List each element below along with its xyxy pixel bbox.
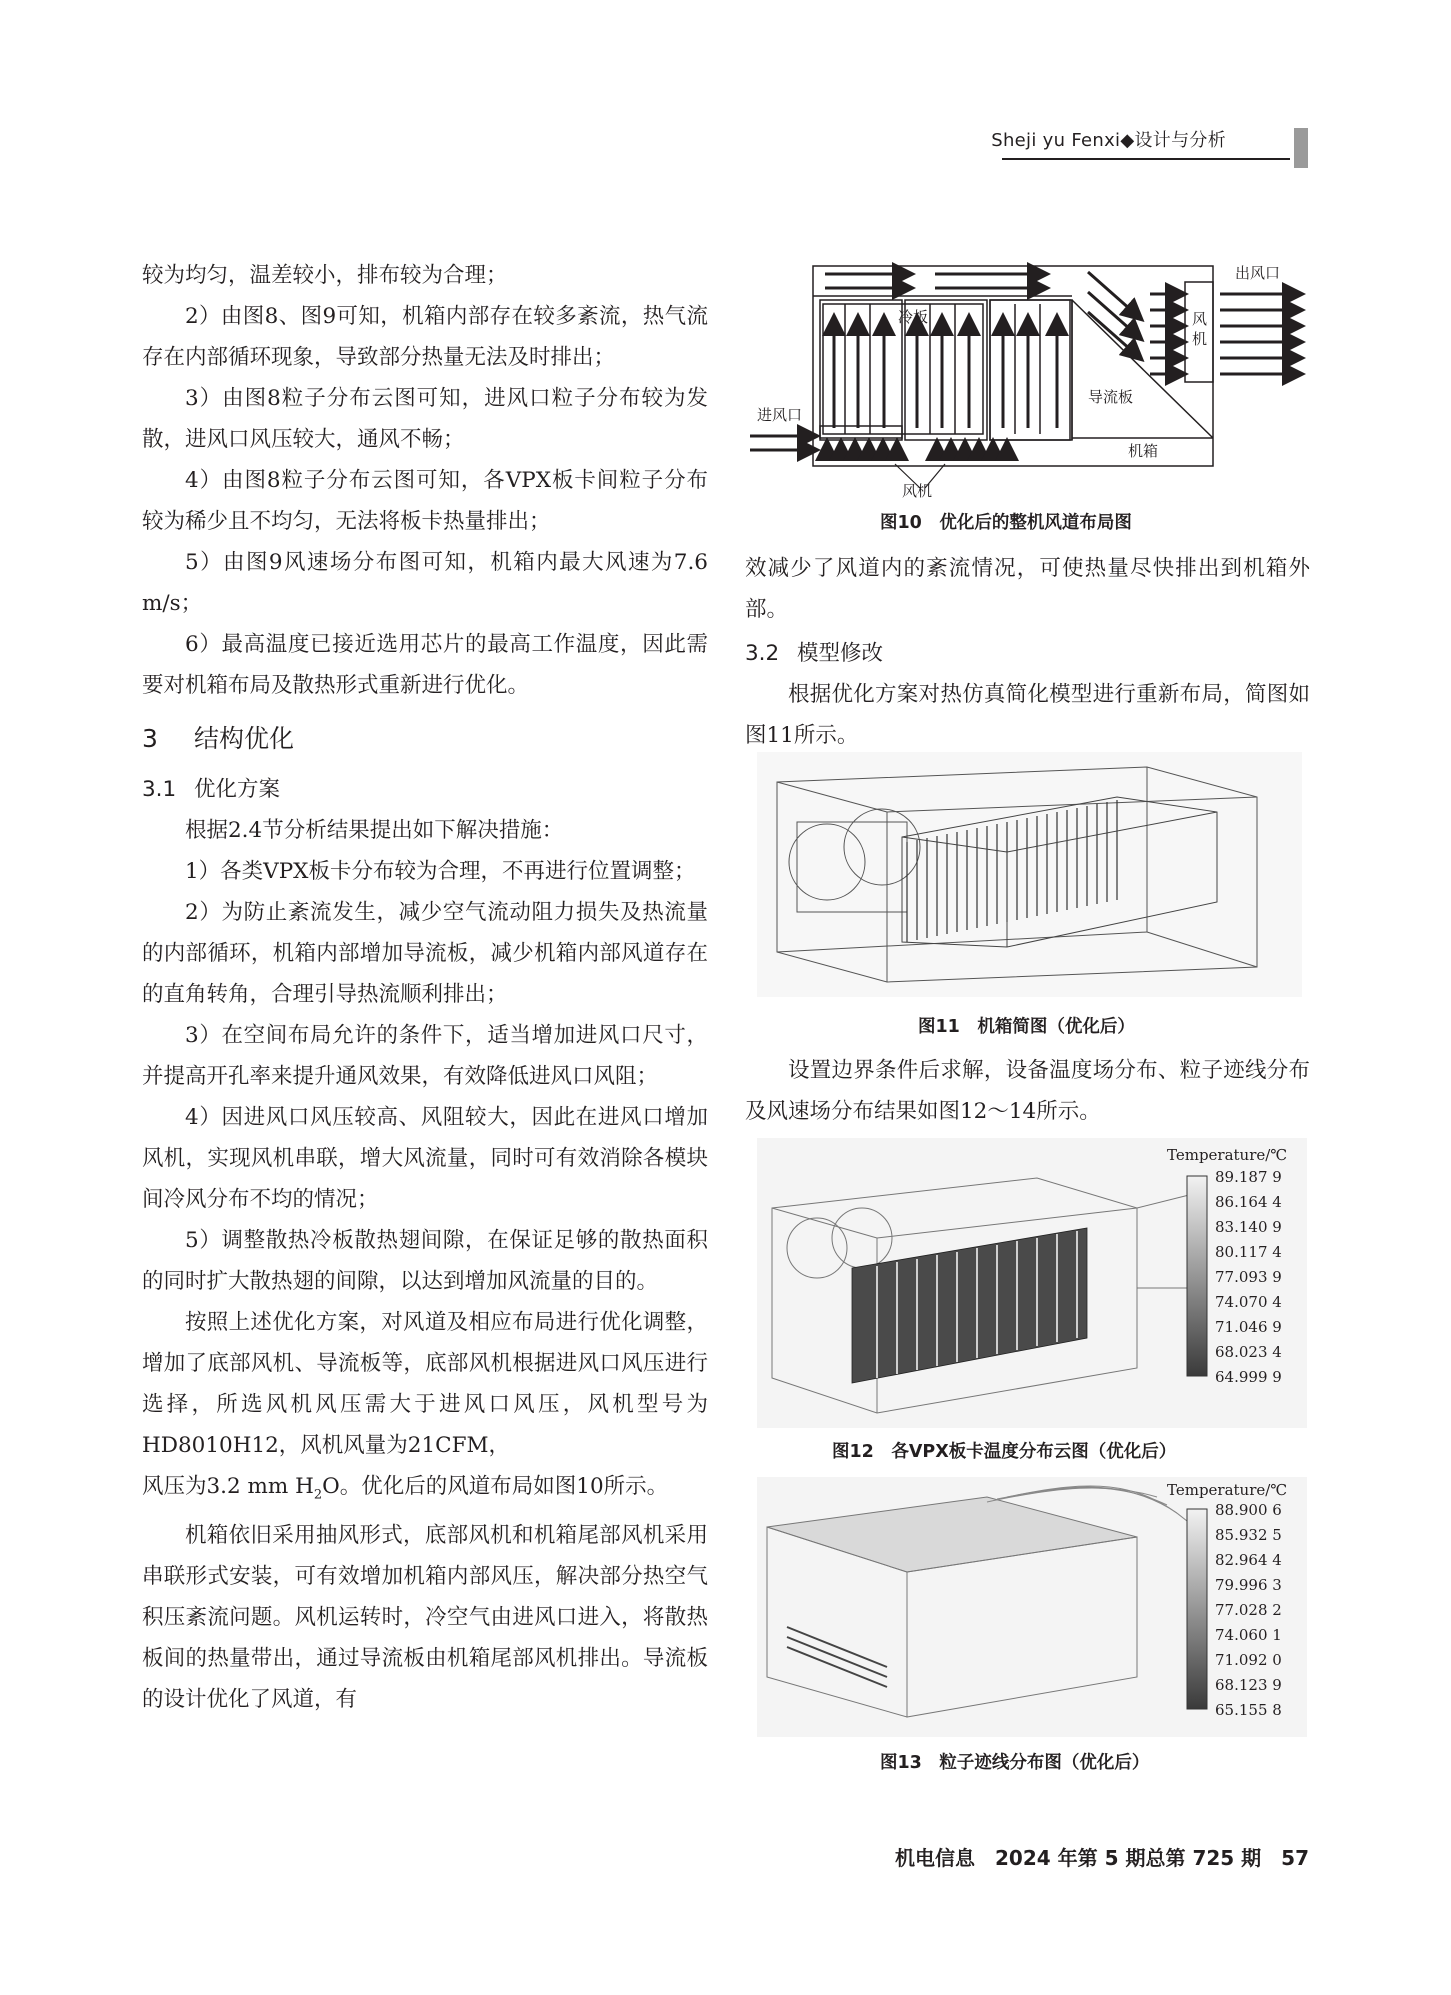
legend-value: 85.932 5 xyxy=(1215,1526,1282,1544)
running-header: Sheji yu Fenxi◆设计与分析 xyxy=(991,130,1226,151)
paragraph: 设置边界条件后求解，设备温度场分布、粒子迹线分布及风速场分布结果如图12～14所示。 xyxy=(745,1058,1310,1124)
label-fan-2: 机 xyxy=(1192,330,1208,348)
legend-value: 71.046 9 xyxy=(1215,1318,1282,1336)
paragraph: 效减少了风道内的紊流情况，可使热量尽快排出到机箱外部。 xyxy=(745,556,1310,622)
legend-value: 74.060 1 xyxy=(1215,1626,1282,1644)
legend-title: Temperature/℃ xyxy=(1167,1481,1288,1499)
legend-value: 74.070 4 xyxy=(1215,1293,1282,1311)
legend-value: 88.900 6 xyxy=(1215,1501,1282,1519)
paragraph: 5）调整散热冷板散热翅间隙，在保证足够的散热面积的同时扩大散热翅的间隙，以达到增加风流量的目的。 xyxy=(142,1228,708,1294)
left-column xyxy=(142,255,708,1720)
header-rule xyxy=(1002,158,1290,160)
paragraph: 2）由图8、图9可知，机箱内部存在较多紊流，热气流存在内部循环现象，导致部分热量无法及时排出； xyxy=(142,304,708,370)
paragraph: 2）为防止紊流发生，减少空气流动阻力损失及热流量的内部循环，机箱内部增加导流板，减少机箱内部风道存在的直角转角，合理引导热流顺利排出； xyxy=(142,900,708,1007)
color-legend-12 xyxy=(1187,1176,1207,1376)
legend-value: 64.999 9 xyxy=(1215,1368,1282,1386)
legend-value: 80.117 4 xyxy=(1215,1243,1282,1261)
legend-value: 77.028 2 xyxy=(1215,1601,1282,1619)
paragraph: 较为均匀，温差较小，排布较为合理； xyxy=(142,263,508,288)
label-chassis: 机箱 xyxy=(1128,442,1159,460)
paragraph: 风压为3.2 mm $H_2O$。优化后的风道布局如图10所示。 xyxy=(142,1474,669,1503)
figure-12-caption: 图12 各VPX板卡温度分布云图（优化后） xyxy=(832,1442,1177,1462)
right-column-block xyxy=(745,1050,1310,1132)
figure-11-caption: 图11 机箱简图（优化后） xyxy=(918,1017,1135,1037)
paragraph: 机箱依旧采用抽风形式，底部风机和机箱尾部风机采用串联形式安装，可有效增加机箱内部风压，解决部分热空气积压紊流问题。风机运转时，冷空气由进风口进入，将散热板间的热量带出，通过导流板由机箱尾部风机排出。导流板的设计优化了风道，有 xyxy=(142,1523,708,1713)
legend-value: 89.187 9 xyxy=(1215,1168,1282,1186)
paragraph: 4）因进风口风压较高、风阻较大，因此在进风口增加风机，实现风机串联，增大风流量，同时可有效消除各模块间冷风分布不均的情况； xyxy=(142,1105,708,1212)
legend-value: 83.140 9 xyxy=(1215,1218,1282,1236)
legend-value: 68.023 4 xyxy=(1215,1343,1282,1361)
figure-13-caption: 图13 粒子迹线分布图（优化后） xyxy=(880,1753,1150,1773)
paragraph: 3）由图8粒子分布云图可知，进风口粒子分布较为发散，进风口风压较大，通风不畅； xyxy=(142,386,708,452)
right-column-block xyxy=(745,548,1310,756)
paragraph: 根据2.4节分析结果提出如下解决措施： xyxy=(185,818,564,843)
label-cold-plate: 冷板 xyxy=(898,308,929,326)
figure-13-particle-trajectories xyxy=(757,1477,1307,1737)
label-outlet: 出风口 xyxy=(1235,264,1281,282)
section-heading: 3 结构优化 xyxy=(142,724,295,753)
legend-value: 71.092 0 xyxy=(1215,1651,1282,1669)
legend-value: 65.155 8 xyxy=(1215,1701,1282,1719)
figure-12-temperature-contour xyxy=(757,1138,1307,1428)
paragraph: 根据优化方案对热仿真简化模型进行重新布局，简图如图11所示。 xyxy=(745,682,1310,748)
label-inlet: 进风口 xyxy=(757,406,803,424)
figure-10-caption: 图10 优化后的整机风道布局图 xyxy=(880,513,1132,533)
paragraph: 3）在空间布局允许的条件下，适当增加进风口尺寸，并提高开孔率来提升通风效果，有效降低进风口风阻； xyxy=(142,1023,708,1089)
subsection-heading: 3.1 优化方案 xyxy=(142,777,281,802)
label-deflector: 导流板 xyxy=(1088,388,1134,406)
paragraph: 按照上述优化方案，对风道及相应布局进行优化调整，增加了底部风机、导流板等，底部风机根据进风口风压进行选择，所选风机风压需大于进风口风压，风机型号为HD8010H12，风机风量为21CFM， xyxy=(142,1310,708,1458)
page-footer: 机电信息 2024 年第 5 期总第 725 期 57 xyxy=(895,1846,1309,1870)
paragraph: 1）各类VPX板卡分布较为合理，不再进行位置调整； xyxy=(185,859,696,884)
figure-11-chassis-wireframe xyxy=(757,752,1302,997)
legend-value: 68.123 9 xyxy=(1215,1676,1282,1694)
subsection-heading: 3.2 模型修改 xyxy=(745,641,884,666)
legend-value: 82.964 4 xyxy=(1215,1551,1282,1569)
label-fan-bottom: 风机 xyxy=(902,482,933,498)
figure-10-airflow-diagram xyxy=(745,258,1315,498)
paragraph: 4）由图8粒子分布云图可知，各VPX板卡间粒子分布较为稀少且不均匀，无法将板卡热量排出； xyxy=(142,468,708,534)
legend-value: 86.164 4 xyxy=(1215,1193,1282,1211)
paragraph: 5）由图9风速场分布图可知，机箱内最大风速为7.6 m/s； xyxy=(142,550,708,616)
header-bar xyxy=(1294,128,1308,168)
legend-value: 77.093 9 xyxy=(1215,1268,1282,1286)
label-fan-1: 风 xyxy=(1192,310,1208,328)
legend-value: 79.996 3 xyxy=(1215,1576,1282,1594)
legend-title: Temperature/℃ xyxy=(1167,1146,1288,1164)
paragraph: 6）最高温度已接近选用芯片的最高工作温度，因此需要对机箱布局及散热形式重新进行优化。 xyxy=(142,632,708,698)
